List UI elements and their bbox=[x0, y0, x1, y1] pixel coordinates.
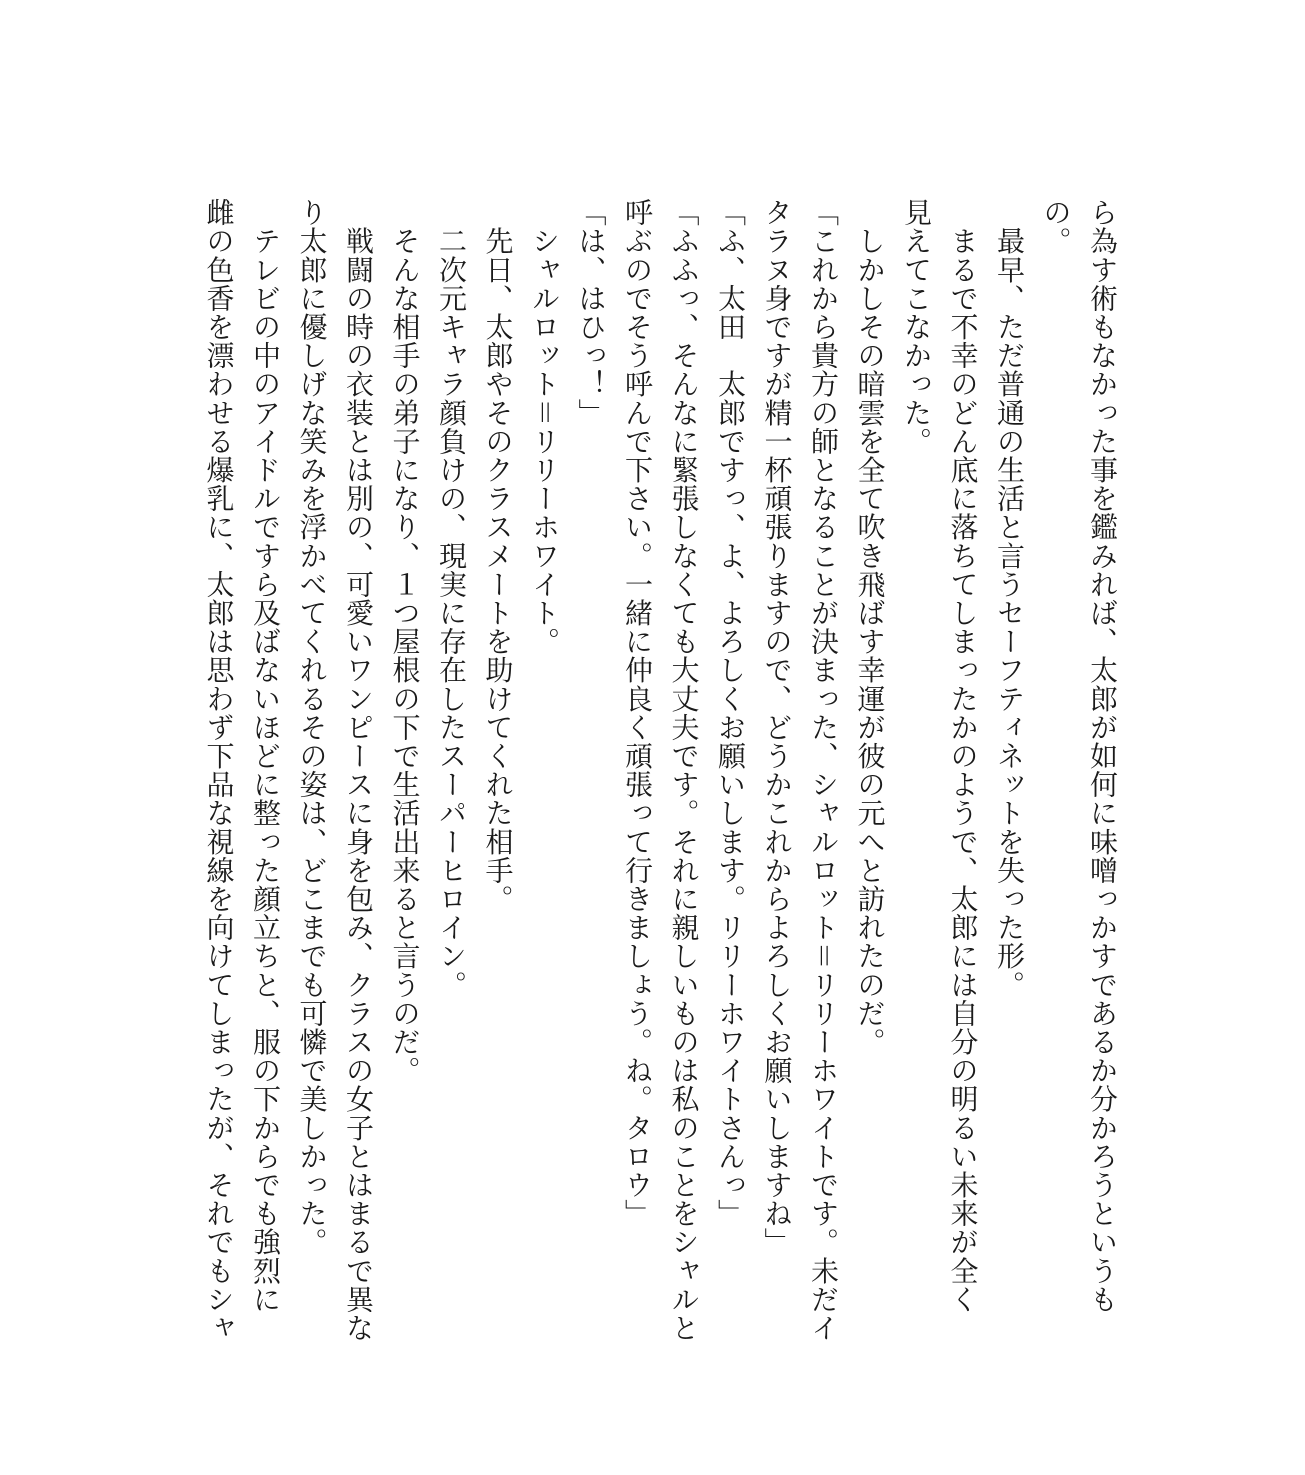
text-line-13: シャルロット＝リリーホワイト。 bbox=[528, 198, 561, 656]
text-line-7: 「これから貴方の師となることが決まった、シャルロット＝リリーホワイトです。未だイ bbox=[807, 198, 840, 1342]
text-line-10: 「ふふっ、そんなに緊張しなくても大丈夫です。それに親しいものは私のことをシャルと bbox=[667, 198, 701, 1342]
text-line-17: 戦闘の時の衣装とは別の、可愛いワンピースに身を包み、クラスの女子とはまるで異な bbox=[342, 198, 375, 1342]
text-line-2: の。 bbox=[1039, 198, 1073, 256]
text-line-6: しかしその暗雲を全て吹き飛ばす幸運が彼の元へと訪れたのだ。 bbox=[853, 198, 887, 1056]
text-line-8: タラヌ身ですが精一杯頑張りますので、どうかこれからよろしくお願いしますね」 bbox=[760, 198, 794, 1257]
text-line-15: 二次元キャラ顔負けの、現実に存在したスーパーヒロイン。 bbox=[435, 198, 468, 999]
text-line-5: 見えてこなかった。 bbox=[900, 198, 933, 456]
text-line-14: 先日、太郎やそのクラスメートを助けてくれた相手。 bbox=[481, 198, 515, 913]
text-line-19: テレビの中のアイドルですら及ばないほどに整った顔立ちと、服の下からでも強烈に bbox=[249, 198, 282, 1314]
text-line-3: 最早、ただ普通の生活と言うセーフティネットを失った形。 bbox=[993, 198, 1026, 999]
text-line-11: 呼ぶのでそう呼んで下さい。一緒に仲良く頑張って行きましょう。ね。タロウ」 bbox=[621, 198, 654, 1228]
text-line-9: 「ふ、太田 太郎ですっ、よ、よろしくお願いします。リリーホワイトさんっ」 bbox=[714, 198, 747, 1228]
vertical-text-body bbox=[195, 198, 1125, 1342]
text-line-20: 雌の色香を漂わせる爆乳に、太郎は思わず下品な視線を向けてしまったが、それでもシャ bbox=[202, 198, 236, 1342]
text-line-4: まるで不幸のどん底に落ちてしまったかのようで、太郎には自分の明るい未来が全く bbox=[946, 198, 980, 1314]
text-line-18: り太郎に優しげな笑みを浮かべてくれるその姿は、どこまでも可憐で美しかった。 bbox=[295, 198, 329, 1257]
text-line-16: そんな相手の弟子になり、１つ屋根の下で生活出来ると言うのだ。 bbox=[388, 198, 422, 1085]
text-line-1: ら為す術もなかった事を鑑みれば、太郎が如何に味噌っかすであるか分かろうというも bbox=[1086, 198, 1119, 1314]
text-line-12: 「は、はひっ！」 bbox=[574, 198, 608, 427]
